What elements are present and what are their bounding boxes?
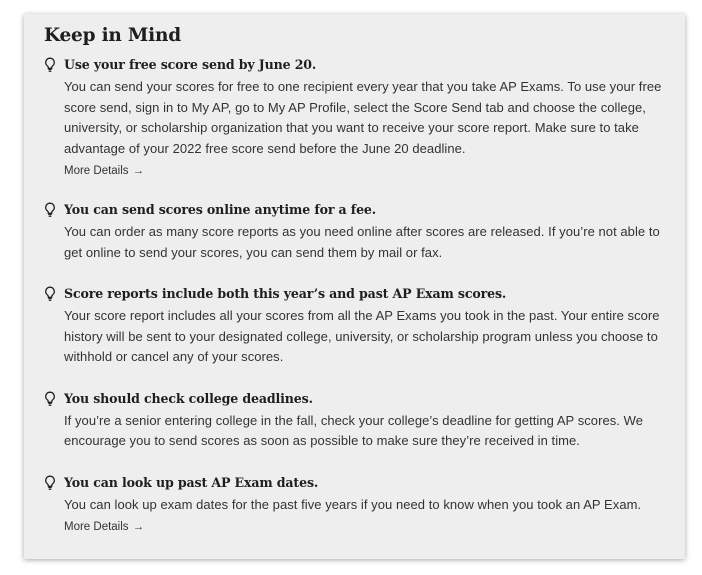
tip-body: You can look up exam dates for the past five years if you need to know when you took an AP Exam. xyxy=(64,496,642,512)
tip-body: You can send your scores for free to one recipient every year that you take AP Exams. To use your free score send, sign in to My AP, go to My AP Profile, select the Score Send tab and choose the college, university, or scholarship organization that you want to receive your score report. Make sure to take advantage of your 2022 free score send before the June 20 deadline. xyxy=(64,79,662,156)
panel-title: Keep in Mind xyxy=(44,25,182,46)
arrow-right-icon: → xyxy=(132,165,145,177)
tip-heading: Use your free score send by June 20. xyxy=(64,57,317,72)
more-details-label: More Details xyxy=(64,165,129,177)
tip-heading: You can look up past AP Exam dates. xyxy=(64,474,319,490)
tip-heading: You should check college deadlines. xyxy=(64,390,313,406)
lightbulb-icon xyxy=(44,57,56,73)
keep-in-mind-panel xyxy=(24,14,685,559)
tip-body: Your score report includes all your scores from all the AP Exams you took in the past. Your entire score history will be sent to your designated college, university, or scholarship program unless you choose to withhold or cancel any of your scores. xyxy=(64,308,660,364)
tip-heading: Score reports include both this year’s and past AP Exam scores. xyxy=(64,286,507,301)
tip-item xyxy=(44,200,671,263)
lightbulb-icon xyxy=(44,202,56,218)
tip-item xyxy=(44,55,671,179)
lightbulb-icon xyxy=(44,391,56,407)
tip-body: You can order as many score reports as you need online after scores are released. If you’re not able to get online to send your scores, you can send them by mail or fax. xyxy=(64,224,660,260)
lightbulb-icon xyxy=(44,286,56,302)
tip-item xyxy=(44,389,671,452)
more-details-link[interactable] xyxy=(64,164,144,178)
more-details-link[interactable] xyxy=(64,520,144,534)
more-details-label: More Details xyxy=(64,521,129,533)
tip-item xyxy=(44,473,671,536)
tip-item xyxy=(44,284,671,368)
tip-body: If you’re a senior entering college in the fall, check your college’s deadline for getting AP scores. We encourage you to send scores as soon as possible to make sure they’re received in time. xyxy=(64,412,643,448)
arrow-right-icon: → xyxy=(132,521,145,533)
tip-heading: You can send scores online anytime for a fee. xyxy=(64,202,377,217)
lightbulb-icon xyxy=(44,475,56,491)
